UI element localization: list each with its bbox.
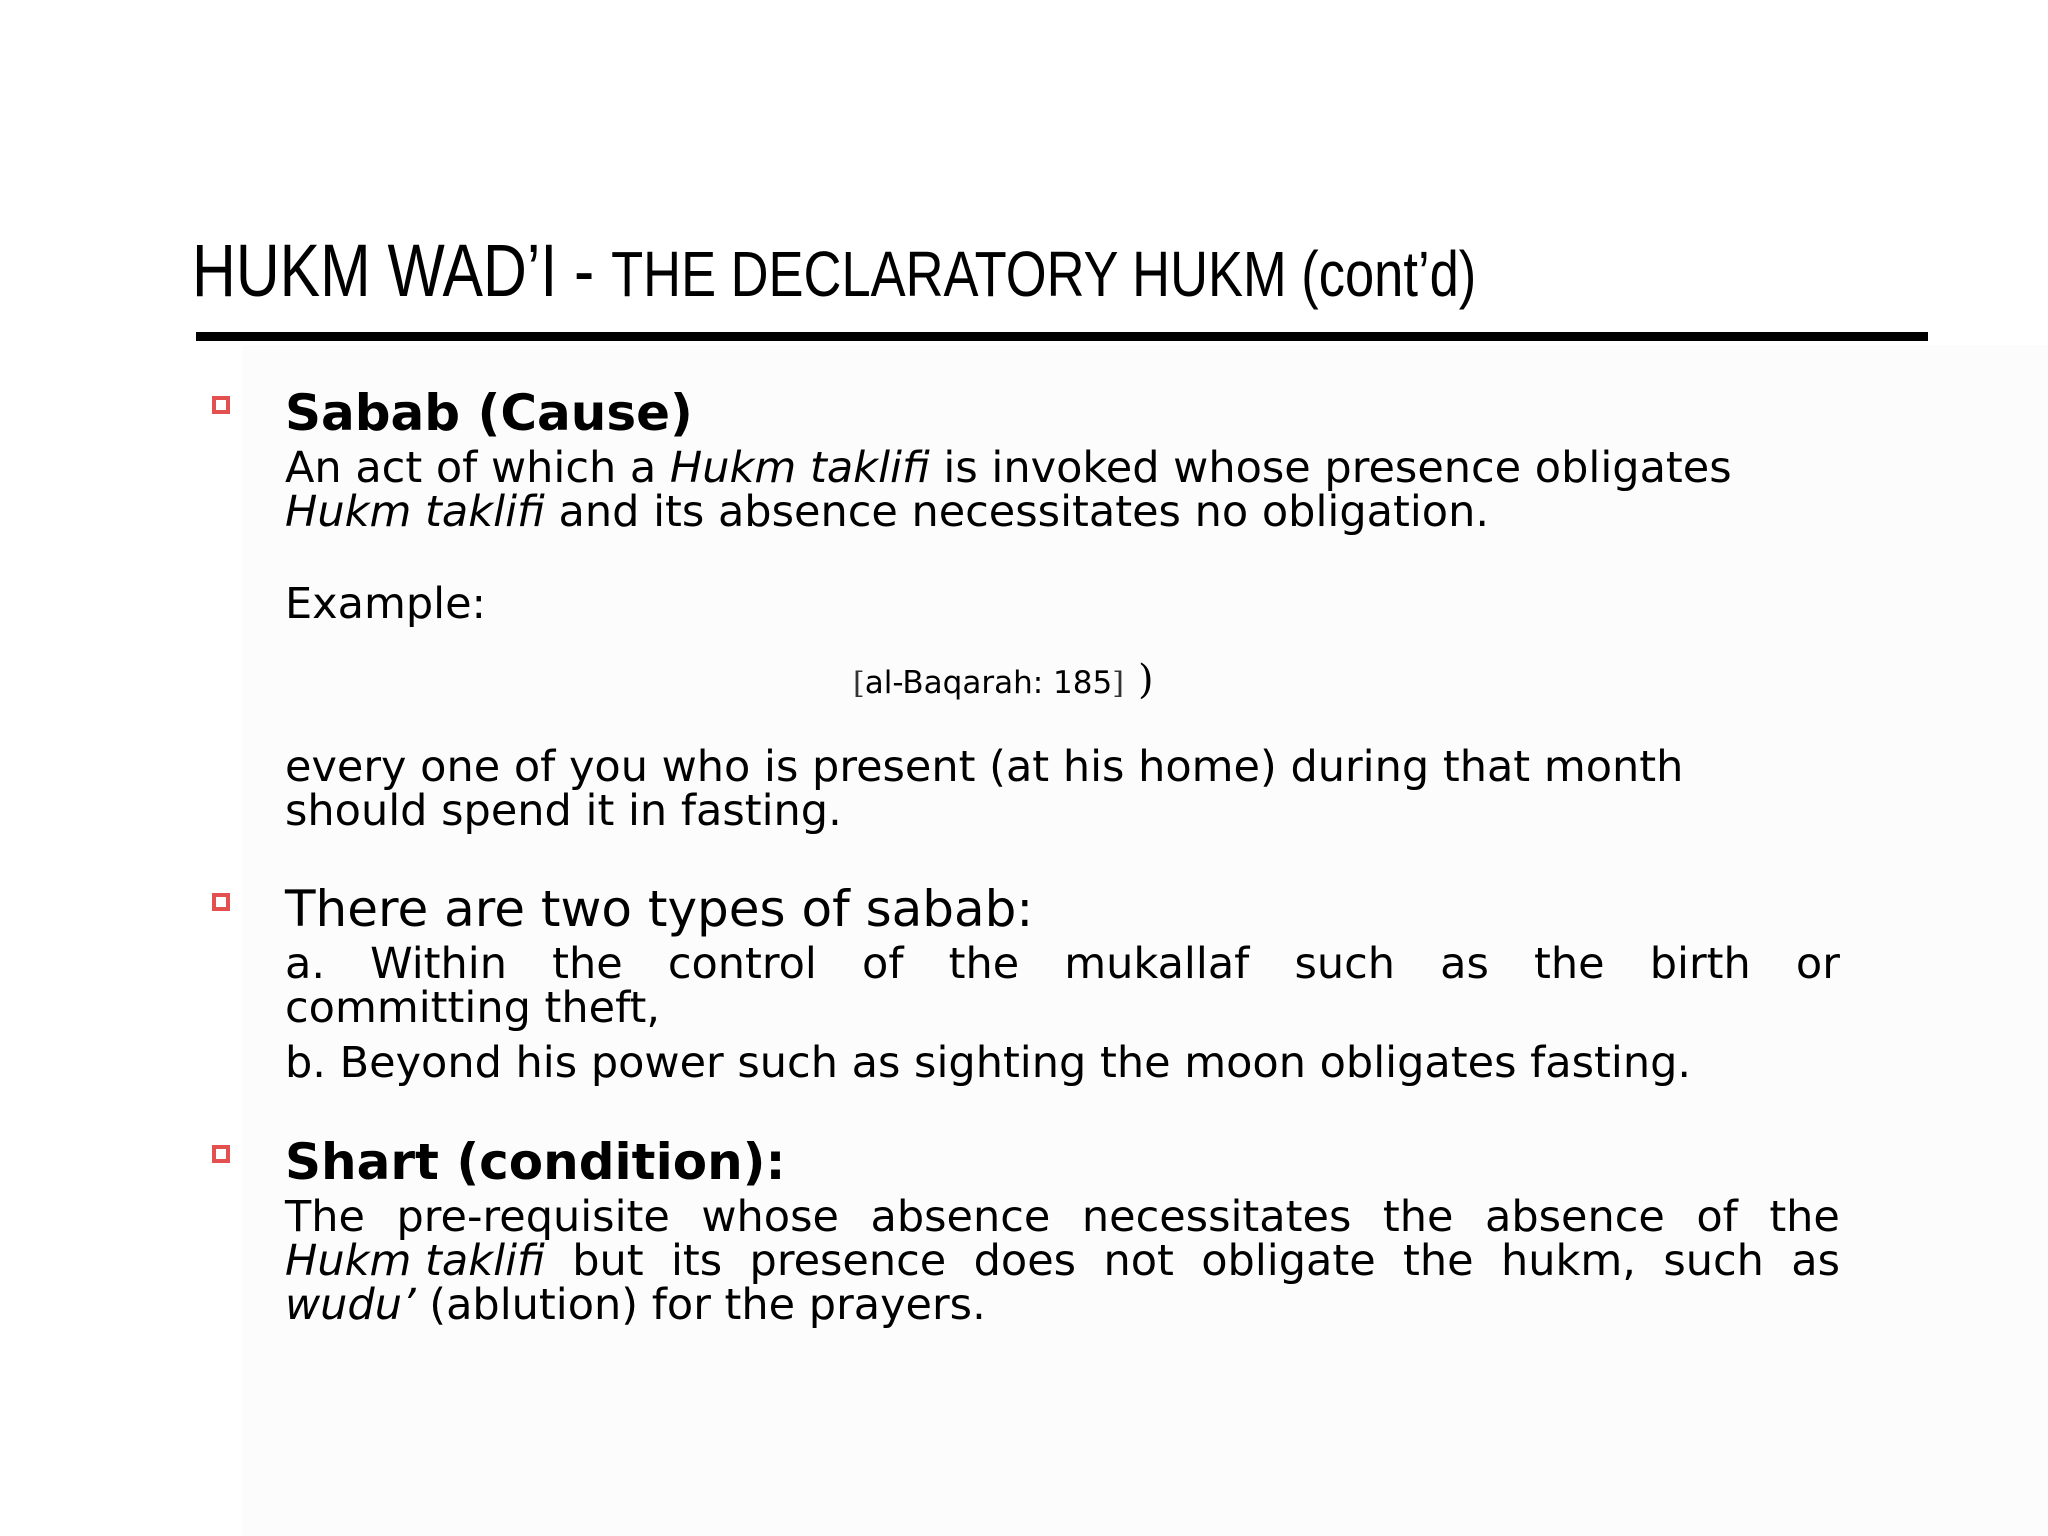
sabab-heading: Sabab (Cause) — [285, 384, 693, 442]
bullet-square-icon — [212, 396, 230, 414]
sabab-definition-line-2 — [285, 487, 1490, 537]
example-line-1: every one of you who is present (at his home) during that month — [285, 742, 1684, 792]
word: not — [1103, 1236, 1174, 1286]
example-label: Example: — [285, 579, 487, 629]
word: hukm, — [1500, 1236, 1636, 1286]
word: the — [552, 939, 623, 989]
word: does — [973, 1236, 1077, 1286]
italic-term: Hukm taklifi — [285, 1236, 545, 1286]
word: The — [285, 1192, 365, 1242]
word: Within — [370, 939, 507, 989]
word: pre-requisite — [396, 1192, 670, 1242]
word: or — [1795, 939, 1840, 989]
shart-definition-line-1 — [285, 1192, 1840, 1242]
title-underline — [196, 332, 1928, 341]
word: the — [948, 939, 1020, 989]
shart-definition-line-2 — [285, 1236, 1840, 1286]
example-line-2: should spend it in fasting. — [285, 786, 842, 836]
word: obligate — [1201, 1236, 1376, 1286]
title-part-b: THE DECLARATORY HUKM (cont’d) — [611, 238, 1477, 310]
word: of — [862, 939, 904, 989]
quran-citation — [853, 657, 1154, 703]
slide-title — [192, 229, 1477, 312]
types-heading: There are two types of sabab: — [285, 880, 1034, 938]
text-run: and its absence necessitates no obligation. — [544, 487, 1490, 537]
italic-term: Hukm taklifi — [285, 487, 545, 537]
text-run: is invoked whose presence obligates — [929, 443, 1732, 493]
word: absence — [870, 1192, 1051, 1242]
word: the — [1534, 939, 1605, 989]
citation-paren: ) — [1137, 657, 1154, 703]
type-a-line-2: committing theft, — [285, 983, 661, 1033]
shart-definition-line-3 — [285, 1280, 986, 1330]
word: but — [572, 1236, 644, 1286]
bullet-square-icon — [212, 1145, 230, 1163]
word: its — [670, 1236, 723, 1286]
sabab-definition-line-1 — [285, 443, 1732, 493]
type-b-line: b. Beyond his power such as sighting the moon obligates fasting. — [285, 1038, 1692, 1088]
word: the — [1382, 1192, 1454, 1242]
italic-term: Hukm taklifi — [669, 443, 930, 493]
word: as — [1791, 1236, 1840, 1286]
bullet-square-icon — [212, 893, 230, 911]
word: as — [1440, 939, 1489, 989]
word: control — [667, 939, 817, 989]
citation-close-bracket: ] — [1112, 666, 1124, 701]
word: whose — [701, 1192, 839, 1242]
word: mukallaf — [1064, 939, 1250, 989]
word: presence — [749, 1236, 947, 1286]
word: a. — [285, 939, 326, 989]
word: such — [1663, 1236, 1764, 1286]
word: the — [1769, 1192, 1840, 1242]
text-run: (ablution) for the prayers. — [415, 1280, 986, 1330]
word: such — [1294, 939, 1396, 989]
word: the — [1403, 1236, 1474, 1286]
word: absence — [1484, 1192, 1665, 1242]
word: of — [1696, 1192, 1738, 1242]
type-a-line-1 — [285, 939, 1840, 989]
shart-heading: Shart (condition): — [285, 1133, 786, 1191]
title-part-a: HUKM WAD’I - — [192, 229, 612, 312]
text-run: An act of which a — [285, 443, 670, 493]
word: birth — [1649, 939, 1751, 989]
word: necessitates — [1081, 1192, 1352, 1242]
italic-term: wudu’ — [285, 1280, 416, 1330]
citation-open-bracket: [ — [853, 666, 865, 701]
citation-text: al-Baqarah: 185 — [864, 665, 1113, 701]
